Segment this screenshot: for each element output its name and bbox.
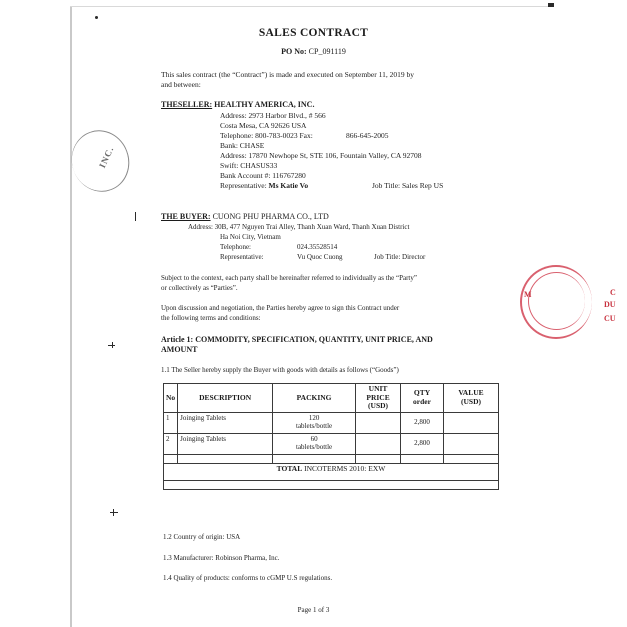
subject-line-1: Subject to the context, each party shall be hereinafter referred to individually as the “Party” xyxy=(161,274,417,282)
col-header-unit-price-line: UNIT xyxy=(368,384,388,393)
scan-mark xyxy=(135,212,136,221)
cell-unit-price xyxy=(356,433,401,454)
buyer-rep-name: Vu Quoc Cuong xyxy=(297,253,343,261)
table-row-empty xyxy=(164,454,499,463)
buyer-address-1: Address: 30B, 477 Nguyen Trai Alley, Thanh Xuan Ward, Thanh Xuan District xyxy=(188,223,410,231)
company-seal-left-text: INC. xyxy=(97,144,116,170)
seal-letter: CU xyxy=(604,314,616,323)
col-header-value-line: (USD) xyxy=(461,396,481,406)
col-header-unit-price-line: (USD) xyxy=(368,401,389,410)
cell-packing-line: 120 xyxy=(308,413,320,422)
seller-address-2: Costa Mesa, CA 92626 USA xyxy=(220,121,307,130)
seller-rep-label: Representative: xyxy=(220,181,267,190)
seal-letter: DU xyxy=(604,300,616,309)
seller-heading xyxy=(161,100,314,110)
scan-corner-mark xyxy=(548,3,554,7)
cell-no: 1 xyxy=(164,412,178,433)
total-terms: INCOTERMS 2010: EXW xyxy=(304,463,386,473)
clause-1-4: 1.4 Quality of products: conforms to cGMP U.S regulations. xyxy=(163,574,333,582)
seller-label: THESELLER: xyxy=(161,100,213,109)
cell-no: 2 xyxy=(164,433,178,454)
col-header-packing: PACKING xyxy=(273,384,356,413)
cell-packing-line: tablets/bottle xyxy=(296,443,333,451)
cell-empty xyxy=(164,454,178,463)
intro-line-1: This sales contract (the “Contract”) is made and executed on September 11, 2019 by xyxy=(161,70,414,79)
cell-empty xyxy=(444,454,499,463)
cell-value xyxy=(444,412,499,433)
cell-tail xyxy=(164,480,499,489)
seller-bank: Bank: CHASE xyxy=(220,141,265,150)
buyer-job-title: Job Title: Director xyxy=(374,253,426,261)
seller-rep-name: Ms Katie Vo xyxy=(268,181,309,190)
intro-line-2: and between: xyxy=(161,80,201,89)
cell-description: Joinging Tablets xyxy=(178,412,273,433)
article-1-heading: Article 1: COMMODITY, SPECIFICATION, QUANTITY, UNIT PRICE, AND xyxy=(161,335,433,344)
clause-1-1: 1.1 The Seller hereby supply the Buyer with goods with details as follows (“Goods”) xyxy=(161,366,399,374)
buyer-address-2: Ha Noi City, Vietnam xyxy=(220,233,281,241)
cell-empty xyxy=(401,454,444,463)
goods-table xyxy=(163,383,499,490)
cell-unit-price xyxy=(356,412,401,433)
seller-fax: 866-645-2005 xyxy=(346,131,389,140)
agreement-line-1: Upon discussion and negotiation, the Parties hereby agree to sign this Contract under xyxy=(161,304,400,312)
seller-job-title: Job Title: Sales Rep US xyxy=(372,181,444,190)
col-header-qty-line: order xyxy=(413,396,431,406)
scan-mark xyxy=(110,512,118,513)
col-header-qty xyxy=(401,384,444,413)
scan-left-edge xyxy=(70,0,72,627)
col-header-value xyxy=(444,384,499,413)
table-row xyxy=(164,433,499,454)
seller-address-1: Address: 2973 Harbor Blvd., # 566 xyxy=(220,111,326,120)
cell-value xyxy=(444,433,499,454)
buyer-rep-label: Representative: xyxy=(220,253,264,261)
cell-empty xyxy=(178,454,273,463)
table-header-row xyxy=(164,384,499,413)
table-row xyxy=(164,412,499,433)
col-header-no: No xyxy=(164,384,178,413)
table-row-tail xyxy=(164,480,499,489)
seal-letter: C xyxy=(610,288,616,297)
buyer-heading xyxy=(161,212,329,222)
cell-empty xyxy=(273,454,356,463)
seller-account: Bank Account #: 116767280 xyxy=(220,171,306,180)
po-number xyxy=(0,47,627,56)
cell-qty: 2,800 xyxy=(401,412,444,433)
col-header-qty-line: QTY xyxy=(413,388,431,398)
agreement-line-2: the following terms and conditions: xyxy=(161,314,261,322)
total-label: TOTAL xyxy=(276,463,303,473)
col-header-value-line: VALUE xyxy=(458,388,484,398)
cell-packing-line: 60 xyxy=(310,434,318,443)
cell-packing xyxy=(273,433,356,454)
col-header-unit-price xyxy=(356,384,401,413)
clause-1-3: 1.3 Manufacturer: Robinson Pharma, Inc. xyxy=(163,554,280,562)
scan-mark xyxy=(112,342,113,348)
cell-empty xyxy=(356,454,401,463)
cell-packing xyxy=(273,412,356,433)
buyer-telephone-value: 024.35528514 xyxy=(297,243,338,251)
document-title: SALES CONTRACT xyxy=(258,27,369,39)
seller-name: HEALTHY AMERICA, INC. xyxy=(214,100,315,109)
subject-line-2: or collectively as “Parties”. xyxy=(161,284,238,292)
cell-qty: 2,800 xyxy=(401,433,444,454)
cell-total xyxy=(164,463,499,480)
col-header-description: DESCRIPTION xyxy=(178,384,273,413)
company-seal-right-ring xyxy=(528,272,585,330)
po-value: CP_091119 xyxy=(308,47,346,56)
cell-packing-line: tablets/bottle xyxy=(296,422,333,430)
seller-bank-address: Address: 17870 Newhope St, STE 106, Fountain Valley, CA 92708 xyxy=(220,151,422,160)
scan-top-edge xyxy=(70,0,550,7)
buyer-label: THE BUYER: xyxy=(161,212,211,221)
page-number: Page 1 of 3 xyxy=(297,606,330,614)
buyer-name: CUONG PHU PHARMA CO., LTD xyxy=(212,212,329,221)
col-header-unit-price-line: PRICE xyxy=(366,392,390,402)
seller-swift: Swift: CHASUS33 xyxy=(220,161,278,170)
seller-telephone: Telephone: 800-783-0023 Fax: xyxy=(220,131,313,140)
buyer-telephone-label: Telephone: xyxy=(220,243,251,251)
article-1-heading-cont: AMOUNT xyxy=(161,345,198,354)
scan-mark xyxy=(95,16,98,19)
seal-letter: M xyxy=(524,290,532,299)
scan-mark xyxy=(113,509,114,516)
table-total-row xyxy=(164,463,499,480)
seller-representative xyxy=(220,181,308,191)
clause-1-2: 1.2 Country of origin: USA xyxy=(163,533,241,541)
cell-description: Joinging Tablets xyxy=(178,433,273,454)
po-label: PO No: xyxy=(281,47,307,56)
